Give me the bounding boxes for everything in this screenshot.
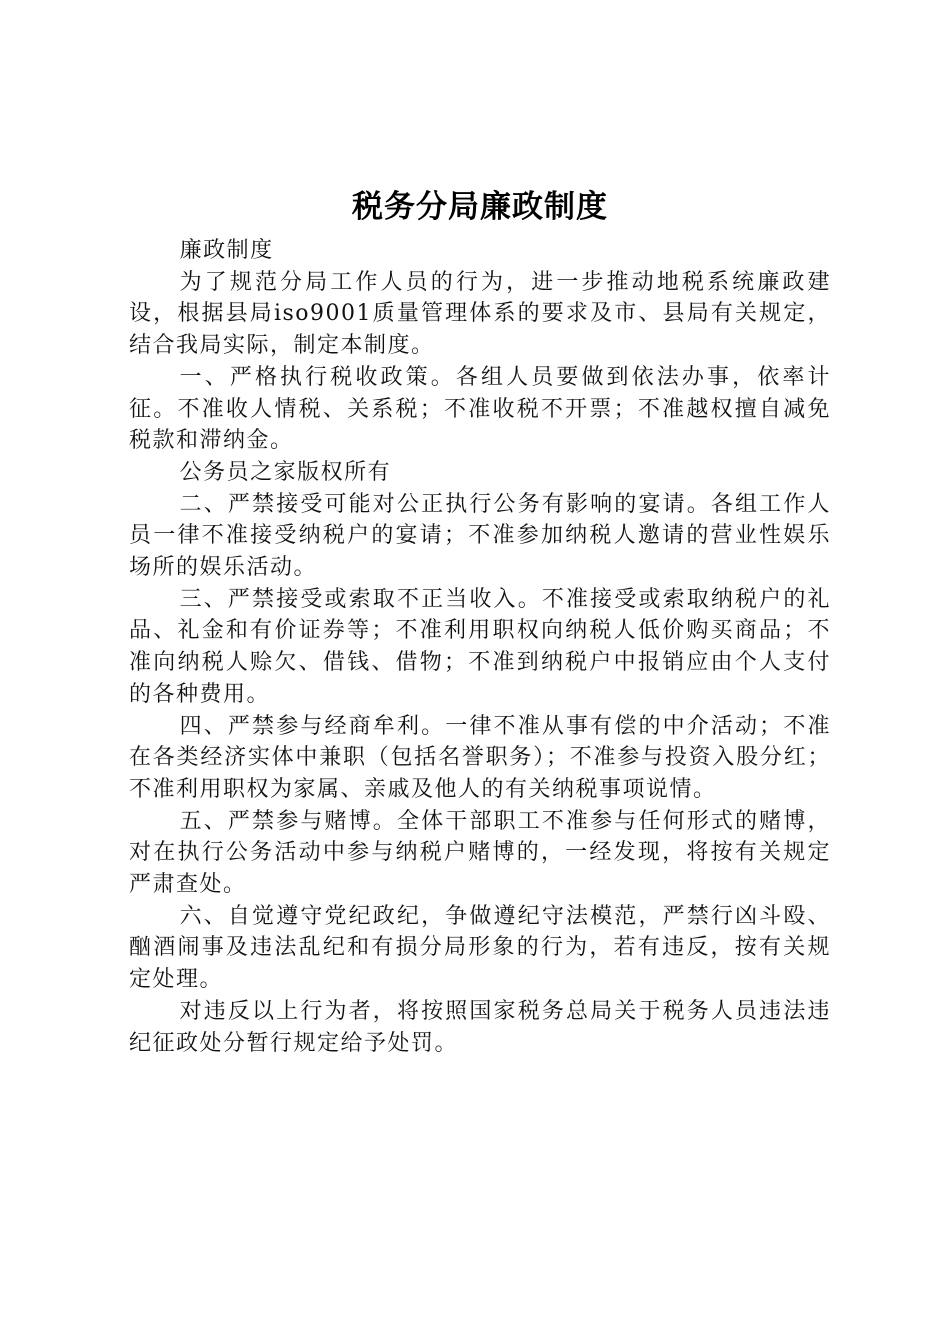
rule-paragraph-2: 二、严禁接受可能对公正执行公务有影响的宴请。各组工作人员一律不准接受纳税户的宴请；不准参加纳税人邀请的营业性娱乐场所的娱乐活动。: [129, 491, 831, 581]
rule-paragraph-3: 三、严禁接受或索取不正当收入。不准接受或索取纳税户的礼品、礼金和有价证券等；不准利用职权向纳税人低价购买商品；不准向纳税人赊欠、借钱、借物；不准到纳税户中报销应由个人支付的各种费用。: [129, 586, 831, 707]
intro-paragraph: 为了规范分局工作人员的行为，进一步推动地税系统廉政建设，根据县局iso9001质量管理体系的要求及市、县局有关规定，结合我局实际，制定本制度。: [129, 269, 831, 359]
closing-paragraph: 对违反以上行为者，将按照国家税务总局关于税务人员违法违纪征政处分暂行规定给予处罚。: [129, 998, 831, 1056]
copyright-line: 公务员之家版权所有: [179, 459, 392, 485]
document-body: [129, 235, 831, 1059]
document-title: 税务分局廉政制度: [352, 189, 608, 225]
rule-paragraph-1: 一、严格执行税收政策。各组人员要做到依法办事，依率计征。不准收人情税、关系税；不准收税不开票；不准越权擅自减免税款和滞纳金。: [129, 364, 831, 454]
section-heading: 廉政制度: [179, 238, 274, 263]
rule-paragraph-6: 六、自觉遵守党纪政纪，争做遵纪守法模范，严禁行凶斗殴、酗酒闹事及违法乱纪和有损分局形象的行为，若有违反，按有关规定处理。: [129, 903, 831, 993]
rule-paragraph-4: 四、严禁参与经商牟利。一律不准从事有偿的中介活动；不准在各类经济实体中兼职（包括名誉职务）；不准参与投资入股分红；不准利用职权为家属、亲戚及他人的有关纳税事项说情。: [129, 713, 831, 802]
rule-paragraph-5: 五、严禁参与赌博。全体干部职工不准参与任何形式的赌博，对在执行公务活动中参与纳税户赌博的，一经发现，将按有关规定严肃查处。: [129, 808, 831, 898]
